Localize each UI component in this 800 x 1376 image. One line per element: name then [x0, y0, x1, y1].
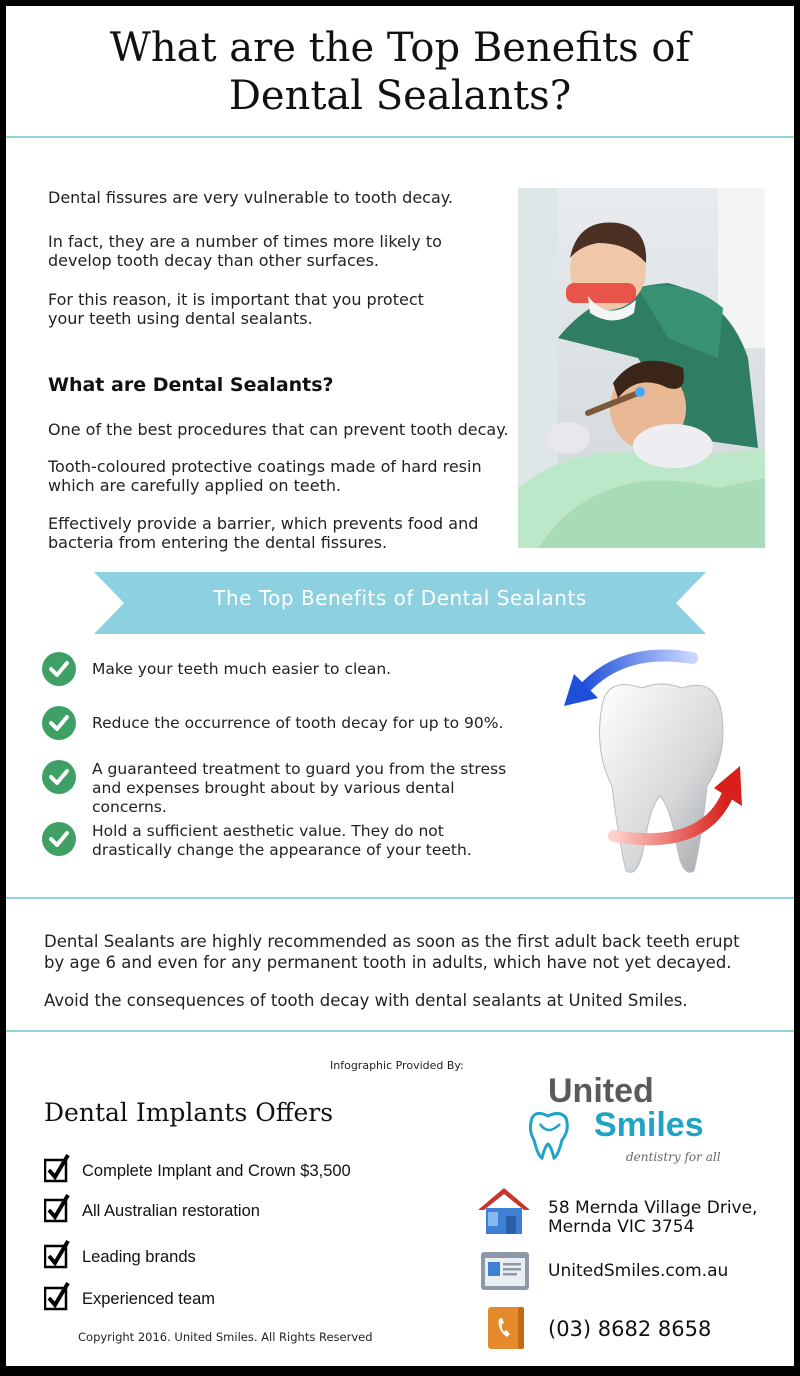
united-smiles-logo: United Smiles dentistry for all — [526, 1072, 736, 1172]
check-icon — [42, 706, 76, 740]
call-to-action: Avoid the consequences of tooth decay with dental sealants at United Smiles. — [44, 991, 688, 1010]
home-icon — [476, 1186, 532, 1236]
benefits-banner-title: The Top Benefits of Dental Sealants — [213, 586, 587, 610]
offer-item: Experienced team — [44, 1282, 424, 1316]
checkbox-icon — [44, 1282, 72, 1312]
offer-item: Leading brands — [44, 1240, 424, 1274]
what-paragraph-1: One of the best procedures that can prevent tooth decay. — [48, 420, 509, 439]
provided-by-label: Infographic Provided By: — [330, 1059, 464, 1072]
checkbox-icon — [44, 1194, 72, 1224]
benefit-item: Hold a sufficient aesthetic value. They do not drastically change the appearance of your teeth. — [42, 822, 532, 872]
recommendation-text: Dental Sealants are highly recommended as soon as the first adult back teeth erupt by age 6 and even for any permanent tooth in adults, which have not yet decayed. — [44, 932, 740, 972]
checkbox-icon — [44, 1240, 72, 1270]
phone-number[interactable]: (03) 8682 8658 — [548, 1317, 712, 1341]
dentist-photo — [518, 188, 765, 548]
offer-item: Complete Implant and Crown $3,500 — [44, 1154, 424, 1188]
benefit-item: Reduce the occurrence of tooth decay for up to 90%. — [42, 706, 532, 756]
phone-icon — [486, 1306, 526, 1350]
intro-paragraph-3: For this reason, it is important that you protect your teeth using dental sealants. — [48, 290, 424, 328]
website-icon — [480, 1250, 530, 1292]
website-link[interactable]: UnitedSmiles.com.au — [548, 1261, 729, 1281]
what-paragraph-3: Effectively provide a barrier, which prevents food and bacteria from entering the dental fissures. — [48, 514, 479, 552]
infographic — [6, 6, 794, 1366]
what-paragraph-2: Tooth-coloured protective coatings made of hard resin which are carefully applied on teeth. — [48, 457, 482, 495]
offers-title: Dental Implants Offers — [44, 1098, 334, 1127]
check-icon — [42, 652, 76, 686]
intro-paragraph-2: In fact, they are a number of times more likely to develop tooth decay than other surfaces. — [48, 232, 442, 270]
benefit-item: A guaranteed treatment to guard you from the stress and expenses brought about by various dental concerns. — [42, 760, 532, 810]
address: 58 Mernda Village Drive, Mernda VIC 3754 — [548, 1198, 758, 1237]
divider — [6, 136, 794, 138]
divider — [6, 1030, 794, 1032]
checkbox-icon — [44, 1154, 72, 1184]
check-icon — [42, 760, 76, 794]
check-icon — [42, 822, 76, 856]
page-title: What are the Top Benefits of Dental Sealants? — [109, 25, 691, 119]
section-heading: What are Dental Sealants? — [48, 374, 334, 396]
divider — [6, 897, 794, 899]
offer-item: All Australian restoration — [44, 1194, 424, 1228]
copyright: Copyright 2016. United Smiles. All Rights Reserved — [78, 1330, 373, 1344]
intro-paragraph-1: Dental fissures are very vulnerable to tooth decay. — [48, 188, 454, 207]
tooth-icon — [552, 646, 752, 886]
tooth-logo-icon — [526, 1110, 576, 1162]
benefit-item: Make your teeth much easier to clean. — [42, 652, 532, 702]
